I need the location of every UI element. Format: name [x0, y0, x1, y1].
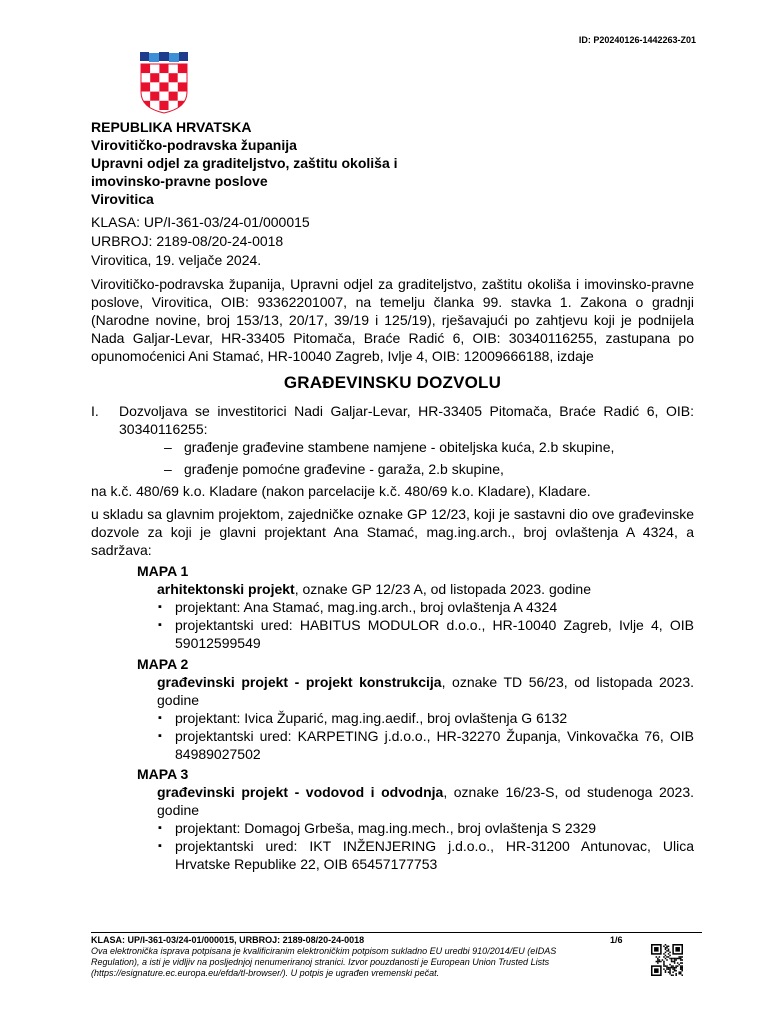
main-project-paragraph: u skladu sa glavnim projektom, zajedničke oznake GP 12/23, koji je sastavni dio ove građevinske dozvole za koji je glavni projektant Ana Stamać, mag.ing.arch., broj ovlaštenja A 4324, a sadržava: — [91, 506, 694, 558]
header-country: REPUBLIKA HRVATSKA — [91, 119, 252, 135]
project-name: arhitektonski projekt — [157, 581, 295, 597]
project-line — [157, 580, 694, 598]
document-meta — [91, 213, 310, 270]
project-details: , oznake 16/23-S, od studenoga 2023. godine — [157, 784, 695, 818]
list-item — [164, 461, 504, 479]
list-item — [164, 439, 614, 457]
document-id: ID: P20240126-1442263-Z01 — [578, 35, 696, 45]
list-item: ▪ projektantski ured: KARPETING j.d.o.o., HR-32270 Županja, Vinkovačka 76, OIB 84989027502 — [137, 727, 694, 763]
croatian-coat-of-arms-icon — [139, 52, 189, 114]
project-details: , oznake GP 12/23 A, od listopada 2023. godine — [294, 581, 592, 597]
footer — [91, 935, 601, 979]
list-item: ▪ projektantski ured: HABITUS MODULOR d.o.o., HR-10040 Zagreb, Ivlje 4, OIB 59012599549 — [137, 616, 694, 652]
dash-bullet: – — [164, 439, 172, 455]
footer-divider — [91, 932, 702, 933]
header-department-1: Upravni odjel za graditeljstvo, zaštitu okoliša i — [91, 155, 398, 171]
list-item-text: građenje građevine stambene namjene - obiteljska kuća, 2.b skupine, — [184, 439, 615, 455]
urbroj: URBROJ: 2189-08/20-24-0018 — [91, 233, 284, 249]
page-number: 1/6 — [610, 935, 623, 945]
location-line: na k.č. 480/69 k.o. Kladare (nakon parcelacije k.č. 480/69 k.o. Kladare), Kladare. — [91, 483, 591, 499]
dash-bullet: – — [164, 461, 172, 477]
list-item: ▪ projektant: Ivica Župarić, mag.ing.aedif., broj ovlaštenja G 6132 — [137, 709, 694, 727]
list-item: ▪ projektant: Domagoj Grbeša, mag.ing.mech., broj ovlaštenja S 2329 — [137, 819, 694, 837]
mapa-title: MAPA 3 — [137, 766, 189, 782]
mapa-2 — [137, 655, 694, 763]
section-1-text: Dozvoljava se investitorici Nadi Galjar-Levar, HR-33405 Pitomača, Braće Radić 6, OIB: 30340116255: — [119, 403, 694, 437]
intro-paragraph: Virovitičko-podravska županija, Upravni odjel za graditeljstvo, zaštitu okoliša i imovinsko-pravne poslove, Virovitica, OIB: 93362201007, na temelju članka 99. stavka 1. Zakona o gradnji (Narodne novine, broj 153/13, 20/17, 39/19 i 125/19), rješavajući po zahtjevu koji je podnijela Nada Galjar-Levar, HR-33405 Pitomača, Braće Radić 6, OIB: 30340116255, zastupana po opunomoćenici Ani Stamać, HR-10040 Zagreb, Ivlje 4, OIB: 12009666188, izdaje — [91, 276, 694, 364]
project-details: , oznake TD 56/23, od listopada 2023. godine — [157, 674, 694, 708]
klasa: KLASA: UP/I-361-03/24-01/000015 — [91, 214, 310, 230]
mapa-title: MAPA 1 — [137, 563, 189, 579]
header-department-2: imovinsko-pravne poslove — [91, 173, 268, 189]
project-line — [157, 783, 694, 819]
project-line — [157, 673, 694, 709]
project-name: građevinski projekt - projekt konstrukcija — [157, 674, 442, 690]
issuer-header — [91, 118, 398, 208]
document-date: Virovitica, 19. veljače 2024. — [91, 252, 262, 268]
mapa-1 — [137, 562, 694, 652]
header-city: Virovitica — [91, 191, 154, 207]
list-item: ▪ projektantski ured: IKT INŽENJERING j.d.o.o., HR-31200 Antunovac, Ulica Hrvatske Republike 22, OIB 65457177753 — [137, 837, 694, 873]
mapa-title: MAPA 2 — [137, 656, 189, 672]
section-1 — [91, 402, 694, 438]
list-item: ▪ projektant: Ana Stamać, mag.ing.arch., broj ovlaštenja A 4324 — [137, 598, 694, 616]
project-name: građevinski projekt - vodovod i odvodnja — [157, 784, 444, 800]
list-item-text: građenje pomoćne građevine - garaža, 2.b skupine, — [184, 461, 504, 477]
header-county: Virovitičko-podravska županija — [91, 137, 297, 153]
document-title: GRAĐEVINSKU DOZVOLU — [283, 373, 502, 392]
section-number: I. — [91, 403, 99, 419]
qr-code-icon — [651, 944, 683, 976]
footer-klasa: KLASA: UP/I-361-03/24-01/000015, URBROJ: 2189-08/20-24-0018 — [91, 935, 365, 945]
mapa-3 — [137, 765, 694, 873]
footer-signature-note: Ova elektronička isprava potpisana je kvalificiranim elektroničkim potpisom sukladno EU uredbi 910/2014/EU (eIDAS Regulation), a isti je vidljiv na posljednjoj nenumeriranoj stranici. Izvor pouzdanosti je European Union Trusted Lists (https://esignature.ec.europa.eu/efda/tl-browser/). U potpis je ugrađen vremenski pečat. — [91, 946, 557, 978]
